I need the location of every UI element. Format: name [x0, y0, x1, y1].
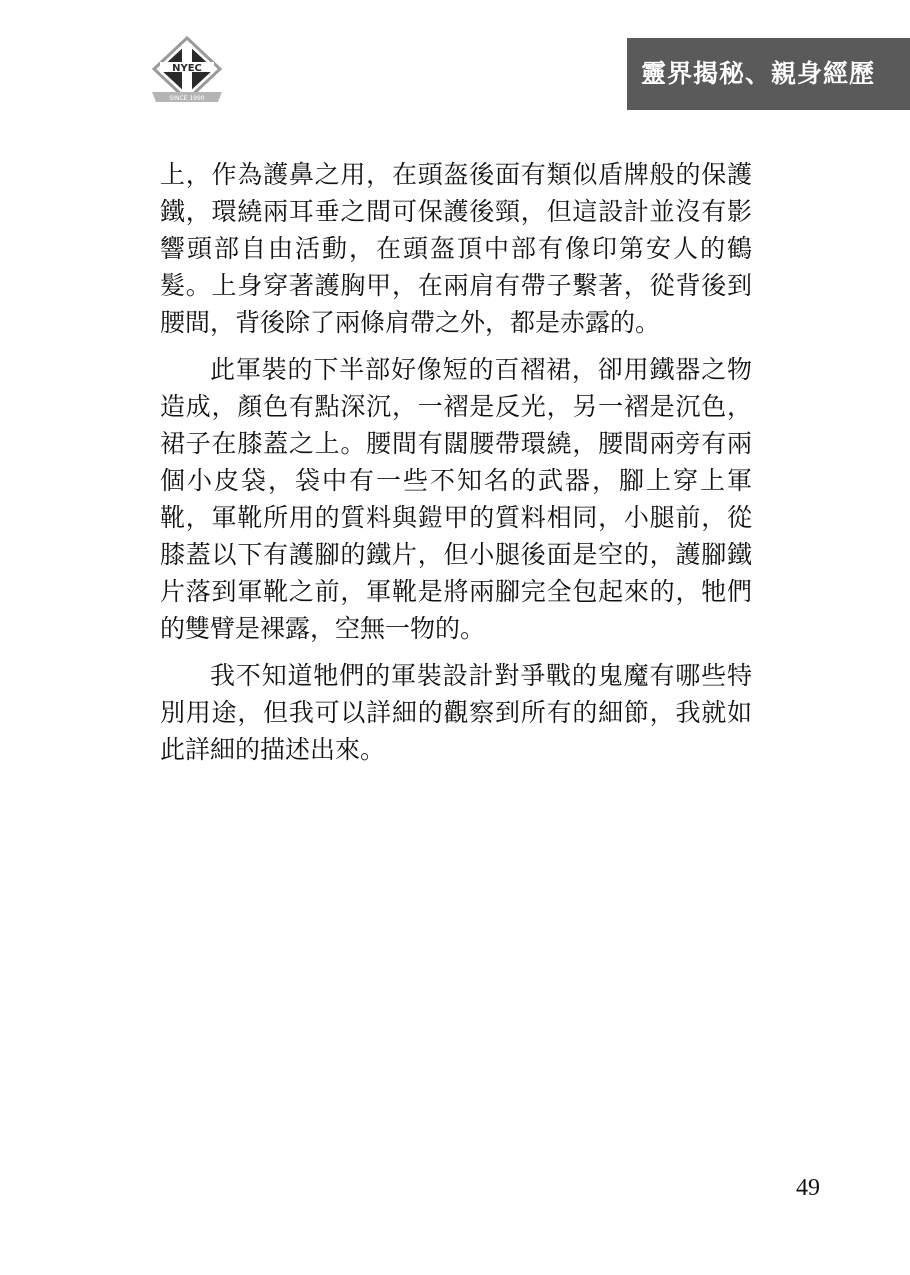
- body-text: [160, 156, 752, 778]
- chapter-title: 靈界揭秘、親身經歷: [641, 59, 876, 88]
- logo-text: NYEC: [172, 63, 202, 74]
- paragraph-1: 上，作為護鼻之用，在頭盔後面有類似盾牌般的保護鐵，環繞兩耳垂之間可保護後頸，但這設計並沒有影響頭部自由活動，在頭盔頂中部有像印第安人的鶴髮。上身穿著護胸甲，在兩肩有帶子繫著，從背後到腰間，背後除了兩條肩帶之外，都是赤露的。: [160, 160, 752, 337]
- nyec-emblem-icon: [148, 36, 226, 108]
- logo-banner-text: SINCE 1990: [169, 95, 205, 102]
- paragraph-2: 此軍裝的下半部好像短的百褶裙，卻用鐵器之物造成，顏色有點深沉，一褶是反光，另一褶是沉色，裙子在膝蓋之上。腰間有闊腰帶環繞，腰間兩旁有兩個小皮袋，袋中有一些不知名的武器，腳上穿上軍靴，軍靴所用的質料與鎧甲的質料相同，小腿前，從膝蓋以下有護腳的鐵片，但小腿後面是空的，護腳鐵片落到軍靴之前，軍靴是將兩腳完全包起來的，牠們的雙臂是裸露，空無一物的。: [160, 355, 752, 643]
- nyec-logo: [148, 36, 226, 108]
- chapter-title-tab: [627, 38, 910, 110]
- page-number: 49: [796, 1175, 820, 1201]
- paragraph-3: 我不知道牠們的軍裝設計對爭戰的鬼魔有哪些特別用途，但我可以詳細的觀察到所有的細節，我就如此詳細的描述出來。: [160, 661, 752, 764]
